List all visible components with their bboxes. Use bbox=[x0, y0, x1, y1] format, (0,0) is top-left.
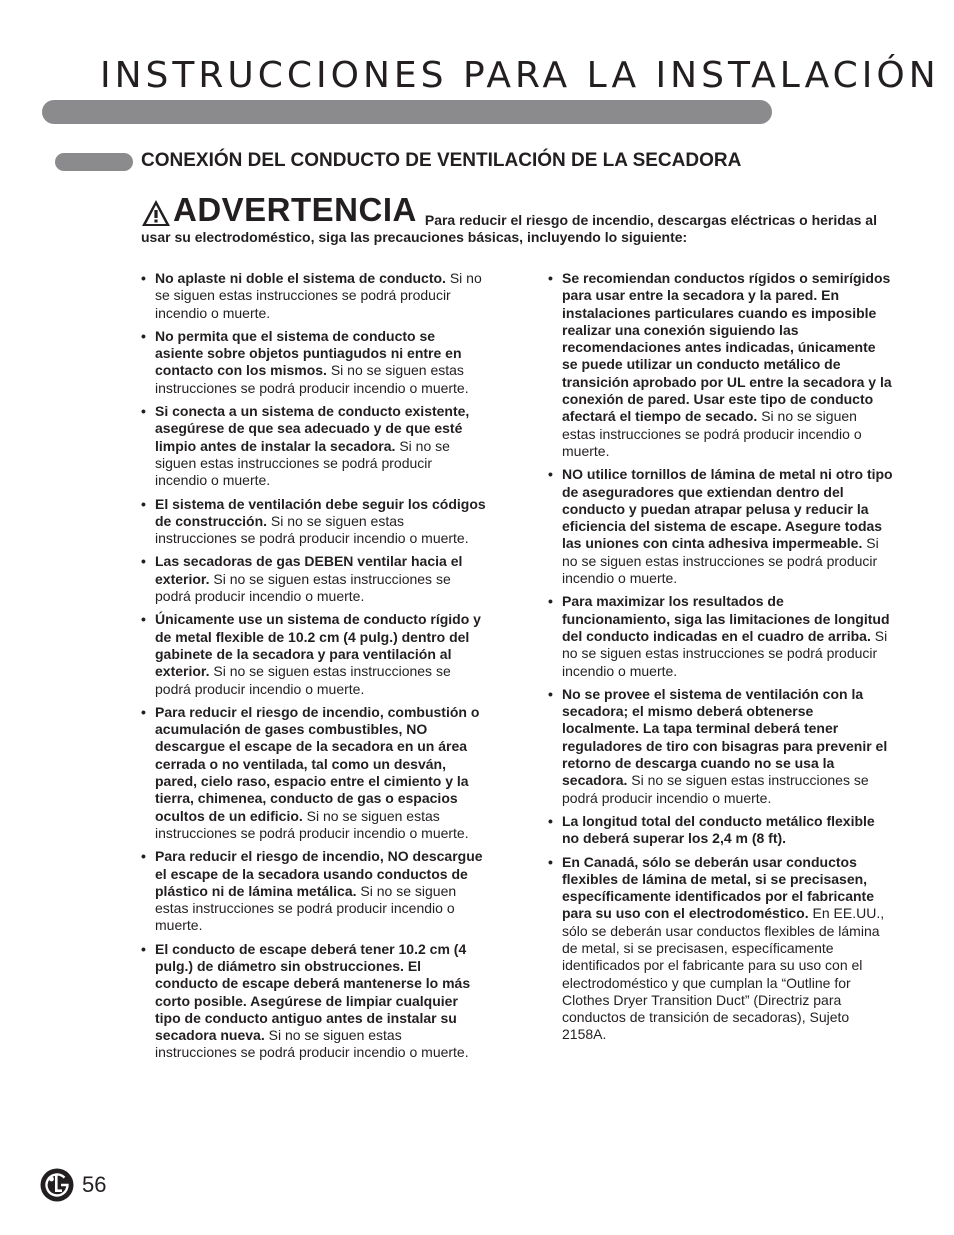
item-bold-text: Si conecta a un sistema de conducto existente, asegúrese de que sea adecuado y de que esté limpio antes de instalar la secadora. bbox=[155, 403, 470, 454]
page-title: INSTRUCCIONES PARA LA INSTALACIÓN bbox=[100, 55, 940, 96]
list-item bbox=[141, 941, 486, 1062]
item-text: Si no se siguen estas instrucciones se podrá producir incendio o muerte. bbox=[562, 535, 879, 587]
item-text: Si no se siguen estas instrucciones se podrá producir incendio o muerte. bbox=[562, 627, 888, 679]
list-item bbox=[141, 704, 486, 842]
right-column bbox=[548, 270, 893, 1050]
bullet: • bbox=[548, 466, 553, 483]
bullet: • bbox=[548, 593, 553, 610]
item-text: Si no se siguen estas instrucciones se podrá producir incendio o muerte. bbox=[155, 362, 469, 396]
list-item bbox=[141, 496, 486, 548]
list-item bbox=[141, 328, 486, 397]
bullet: • bbox=[548, 853, 553, 870]
bullet: • bbox=[141, 611, 146, 628]
item-text: Si no se siguen estas instrucciones se podrá producir incendio o muerte. bbox=[155, 270, 482, 321]
item-text: Si no se siguen estas instrucciones se podrá producir incendio o muerte. bbox=[155, 437, 450, 489]
item-text: Si no se siguen estas instrucciones se podrá producir incendio o muerte. bbox=[155, 882, 457, 934]
warning-block bbox=[141, 193, 881, 246]
bullet: • bbox=[141, 553, 146, 570]
item-bold-text: Para reducir el riesgo de incendio, NO descargue el escape de la secadora usando conductos de plástico ni de lámina metálica. bbox=[155, 848, 483, 899]
list-item bbox=[548, 686, 893, 807]
item-text: Si no se siguen estas instrucciones se podrá producir incendio o muerte. bbox=[155, 663, 451, 697]
item-text: Si no se siguen estas instrucciones se podrá producir incendio o muerte. bbox=[155, 807, 469, 841]
list-item bbox=[141, 611, 486, 697]
bullet: • bbox=[141, 703, 146, 720]
warning-triangle-icon bbox=[141, 199, 171, 227]
bullet: • bbox=[141, 940, 146, 957]
bullet: • bbox=[141, 495, 146, 512]
warning-text: Para reducir el riesgo de incendio, descargas eléctricas o heridas al usar su electrodoméstico, siga las precauciones básicas, incluyendo lo siguiente: bbox=[141, 212, 877, 245]
list-item bbox=[548, 466, 893, 587]
list-item bbox=[548, 813, 893, 848]
bullet: • bbox=[548, 812, 553, 829]
warning-heading bbox=[141, 193, 417, 227]
item-bold-text: No se provee el sistema de ventilación con la secadora; el mismo deberá obtenerse localmente. La tapa terminal deberá tener reguladores de tiro con bisagras para prevenir el retorno de descarga cuando no se usa la secadora. bbox=[562, 685, 888, 789]
item-bold-text: El conducto de escape deberá tener 10.2 cm (4 pulg.) de diámetro sin obstrucciones. El conducto de escape deberá mantenerse lo más corto posible. Asegúrese de limpiar cualquier tipo de conducto antiguo antes de instalar su secadora nueva. bbox=[155, 940, 471, 1044]
section-title: CONEXIÓN DEL CONDUCTO DE VENTILACIÓN DE LA SECADORA bbox=[141, 150, 742, 171]
item-bold-text: En Canadá, sólo se deberán usar conductos flexibles de lámina de metal, si se precisasen, específicamente identificados por el fabricante para su uso con el electrodoméstico. bbox=[562, 853, 874, 922]
section-marker bbox=[55, 153, 133, 171]
item-bold-text: La longitud total del conducto metálico flexible no deberá superar los 2,4 m (8 ft). bbox=[562, 812, 875, 847]
item-text: Si no se siguen estas instrucciones se podrá producir incendio o muerte. bbox=[562, 772, 869, 806]
left-column bbox=[141, 270, 486, 1068]
list-item bbox=[141, 848, 486, 934]
item-text: Si no se siguen estas instrucciones se podrá producir incendio o muerte. bbox=[155, 512, 469, 547]
list-item bbox=[141, 270, 486, 322]
list-item bbox=[141, 553, 486, 605]
bullet: • bbox=[141, 270, 146, 286]
page-number: 56 bbox=[82, 1172, 107, 1197]
list-item bbox=[548, 270, 893, 460]
page-footer bbox=[40, 1168, 106, 1202]
list-item bbox=[141, 403, 486, 489]
warning-word: ADVERTENCIA bbox=[173, 191, 417, 228]
item-bold-text: No aplaste ni doble el sistema de conducto. bbox=[155, 270, 446, 286]
list-item bbox=[548, 593, 893, 679]
item-bold-text: Únicamente use un sistema de conducto rígido y de metal flexible de 10.2 cm (4 pulg.) dentro del gabinete de la secadora y para ventilación al exterior. bbox=[155, 611, 481, 680]
title-underline-bar bbox=[42, 100, 772, 124]
bullet: • bbox=[548, 685, 553, 702]
list-item bbox=[548, 854, 893, 1044]
item-bold-text: Las secadoras de gas DEBEN ventilar hacia el exterior. bbox=[155, 553, 463, 587]
item-bold-text: El sistema de ventilación debe seguir los códigos de construcción. bbox=[155, 495, 486, 529]
item-text: Si no se siguen estas instrucciones se podrá producir incendio o muerte. bbox=[155, 570, 451, 605]
bullet: • bbox=[141, 848, 146, 865]
item-bold-text: Para reducir el riesgo de incendio, combustión o acumulación de gases combustibles, NO descargue el escape de la secadora en un área cerrada o no ventilada, tal como un desván, pared, cielo raso, espacio entre el cimiento y la tierra, chimenea, conducto de gas o espacios ocultos de un edificio. bbox=[155, 703, 480, 824]
item-bold-text: Se recomiendan conductos rígidos o semirígidos para usar entre la secadora y la pared. En instalaciones particulares cuando es imposible realizar una conexión siguiendo las recomendaciones antes indicadas, únicamente se puede utilizar un conducto metálico de transición aprobado por UL entre la secadora y la conexión de pared. Usar este tipo de conducto afectará el tiempo de secado. bbox=[562, 270, 892, 425]
item-bold-text: Para maximizar los resultados de funcionamiento, siga las limitaciones de longitud del conducto indicadas en el cuadro de arriba. bbox=[562, 593, 890, 644]
item-bold-text: NO utilice tornillos de lámina de metal ni otro tipo de aseguradores que extiendan dentro del conducto y puedan atrapar pelusa y reducir la eficiencia del sistema de escape. Asegure todas las uniones con cinta adhesiva impermeable. bbox=[562, 466, 893, 552]
item-bold-text: No permita que el sistema de conducto se asiente sobre objetos puntiagudos ni entre en contacto con los mismos. bbox=[155, 327, 462, 379]
item-text: En EE.UU., sólo se deberán usar conductos flexibles de lámina de metal, si se precisasen, específicamente identificados por el fabricante para su uso con el electrodoméstico y que cumplan la “Outline for Clothes Dryer Transition Duct” (Directriz para conductos de transición de secadoras), Sujeto 2158A. bbox=[562, 905, 885, 1043]
lg-logo-icon bbox=[40, 1168, 74, 1202]
bullet: • bbox=[141, 327, 146, 344]
bullet: • bbox=[548, 270, 553, 286]
bullet: • bbox=[141, 403, 146, 420]
item-text: Si no se siguen estas instrucciones se podrá producir incendio o muerte. bbox=[562, 408, 862, 459]
item-text: Si no se siguen estas instrucciones se podrá producir incendio o muerte. bbox=[155, 1027, 469, 1061]
